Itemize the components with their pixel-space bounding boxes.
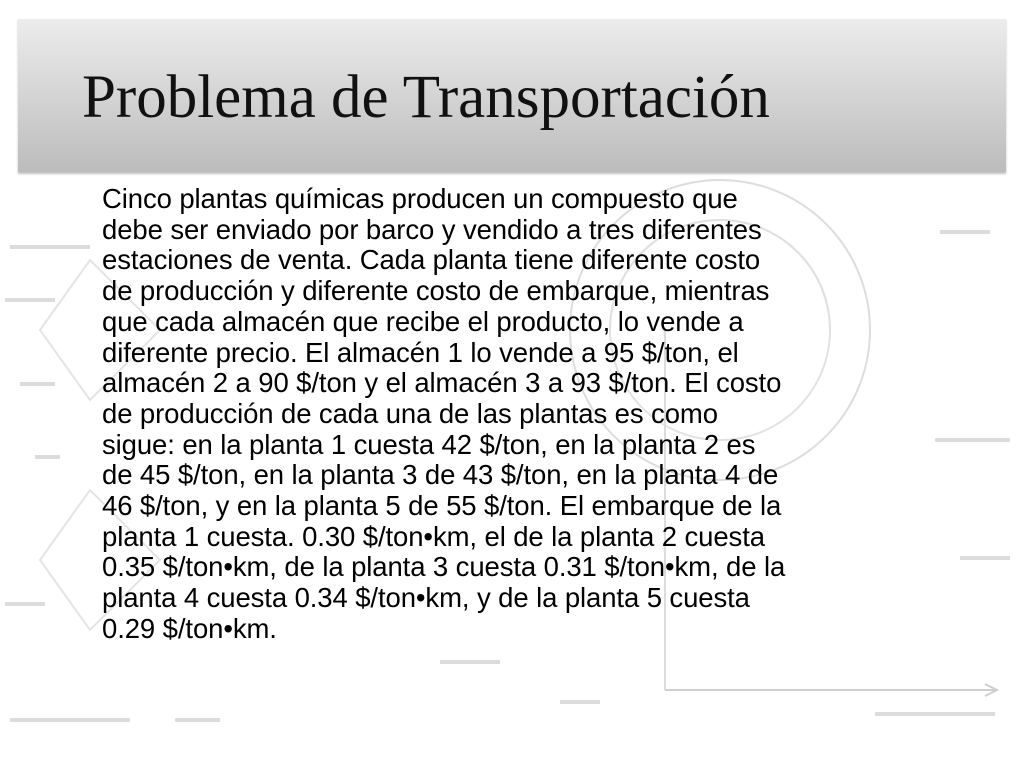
body-line: de 45 $/ton, en la planta 3 de 43 $/ton, en la planta 4 de <box>102 459 779 491</box>
body-line: de producción y diferente costo de embarque, mientras <box>102 275 770 307</box>
body-line: de producción de cada una de las plantas es como <box>102 397 718 429</box>
body-line: 46 $/ton, y en la planta 5 de 55 $/ton. El embarque de la <box>102 490 782 522</box>
body-line: sigue: en la planta 1 cuesta 42 $/ton, en la planta 2 es <box>102 428 756 460</box>
body-line: que cada almacén que recibe el producto, lo vende a <box>102 305 744 337</box>
slide-body-text <box>102 184 982 645</box>
body-line: 0.29 $/ton•km. <box>102 612 277 644</box>
body-line: debe ser enviado por barco y vendido a tres diferentes <box>102 213 762 245</box>
slide-title: Problema de Transportación <box>82 64 770 131</box>
body-line: estaciones de venta. Cada planta tiene diferente costo <box>102 244 761 276</box>
body-line: planta 1 cuesta. 0.30 $/ton•km, el de la planta 2 cuesta <box>102 520 765 552</box>
body-line: planta 4 cuesta 0.34 $/ton•km, y de la planta 5 cuesta <box>102 582 750 614</box>
body-line: almacén 2 a 90 $/ton y el almacén 3 a 93 $/ton. El costo <box>102 367 782 399</box>
body-line: diferente precio. El almacén 1 lo vende a 95 $/ton, el <box>102 336 739 368</box>
body-line: 0.35 $/ton•km, de la planta 3 cuesta 0.31 $/ton•km, de la <box>102 551 786 583</box>
body-line: Cinco plantas químicas producen un compuesto que <box>102 183 738 214</box>
